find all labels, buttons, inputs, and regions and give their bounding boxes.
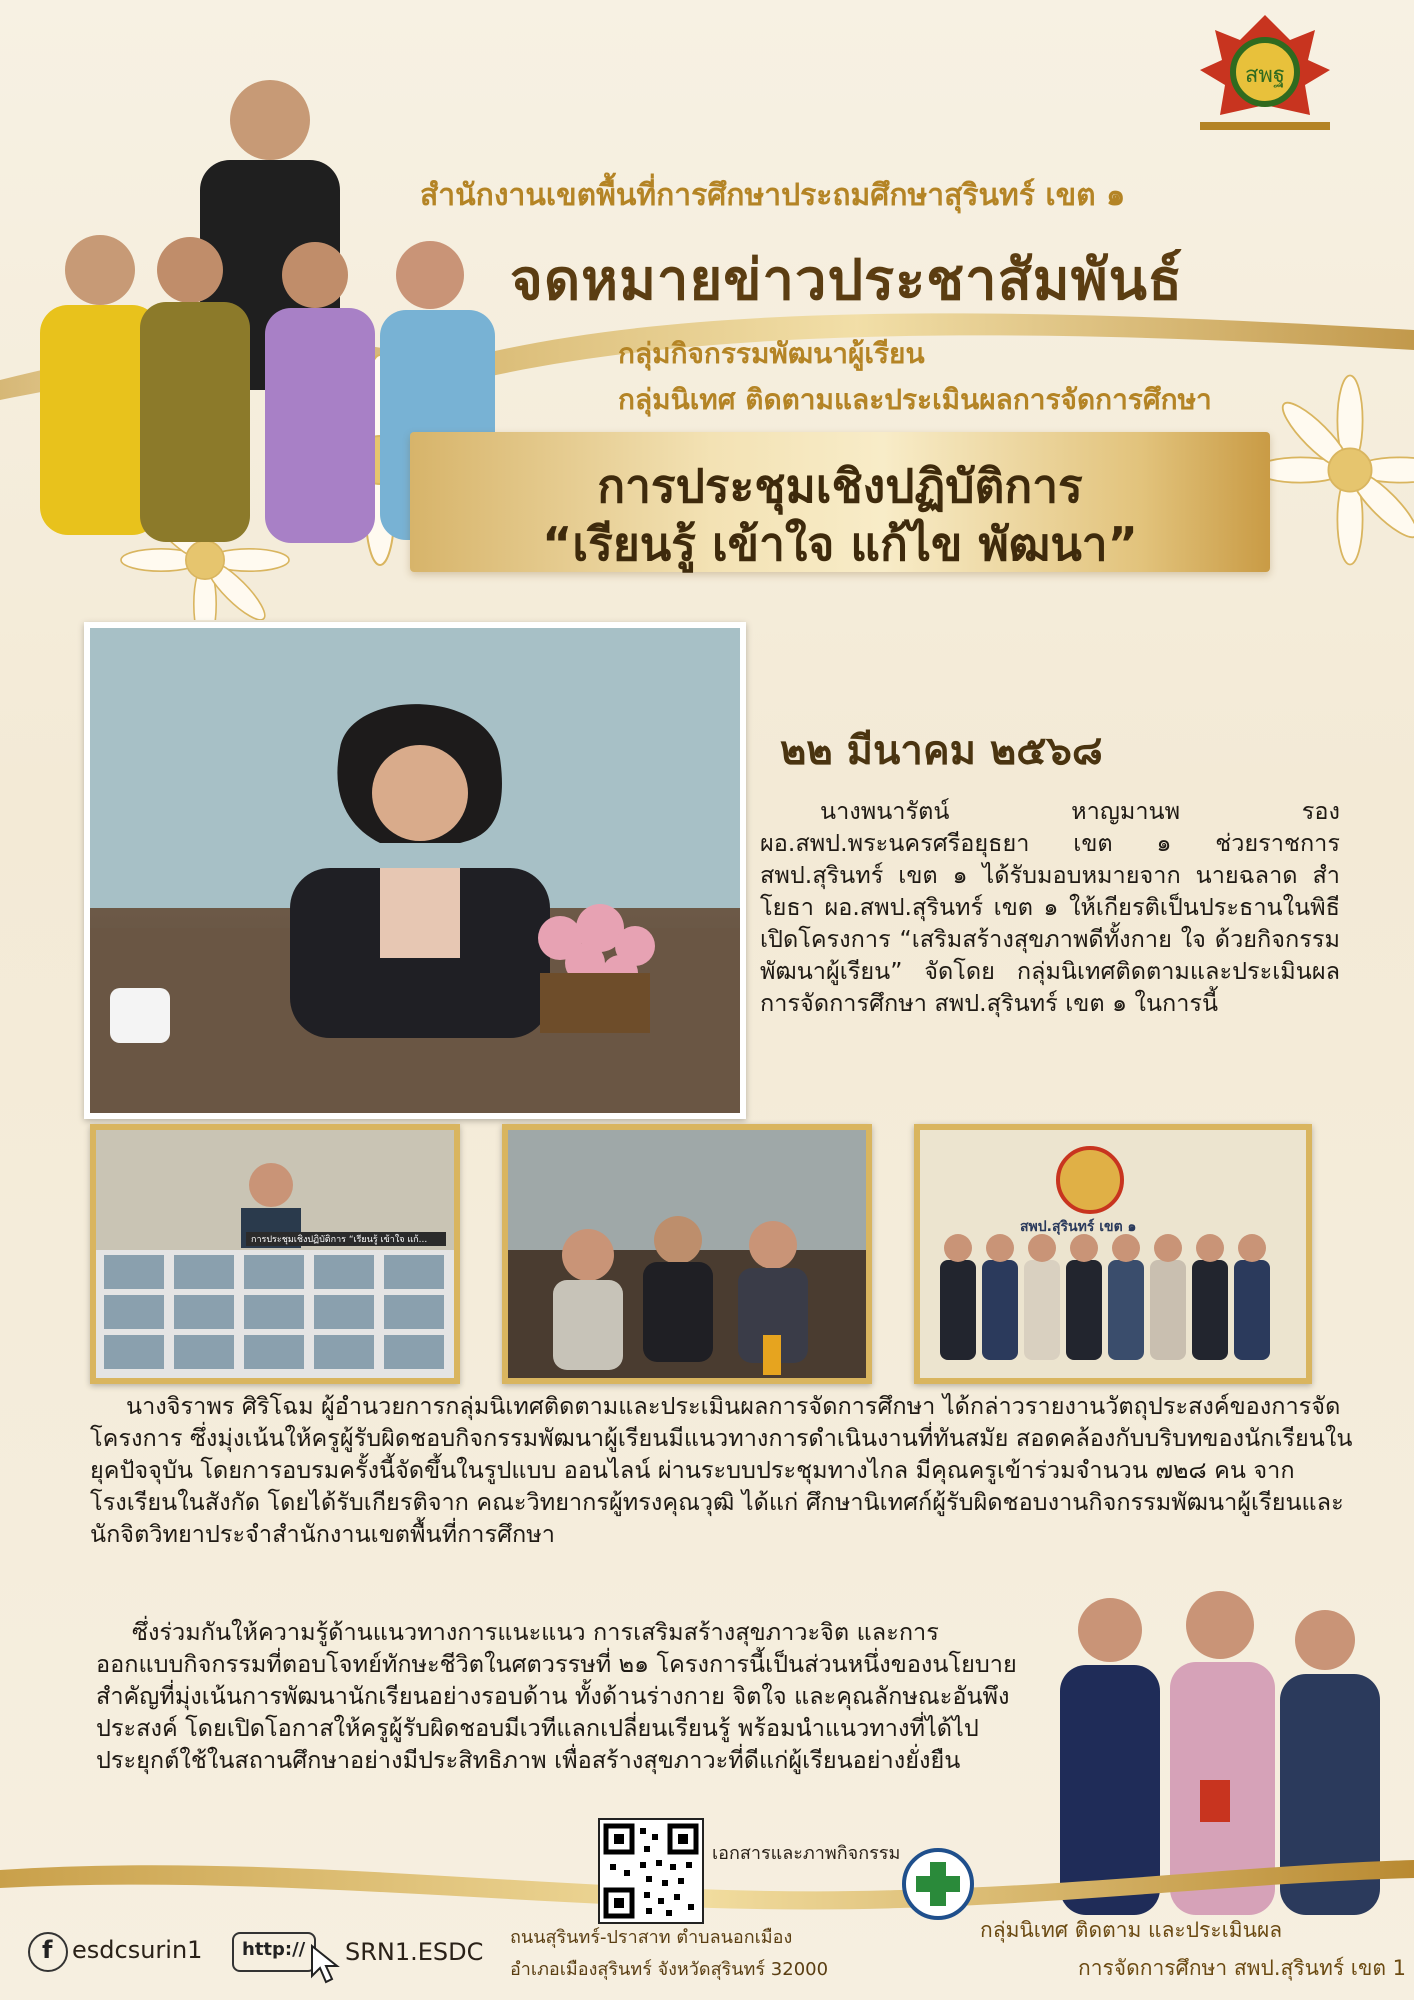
committee-photo (502, 1124, 872, 1384)
department-line-2: กลุ่มนิเทศ ติดตามและประเมินผลการจัดการศึกษา (618, 383, 1212, 416)
emblem-icon (1190, 10, 1340, 140)
facebook-icon[interactable]: f (28, 1932, 68, 1972)
qr-code-icon[interactable] (598, 1818, 704, 1924)
footer-group-line-2: การจัดการศึกษา สพป.สุรินทร์ เขต 1 (1078, 1956, 1406, 1980)
cursor-icon (310, 1944, 340, 1984)
organization-name: สำนักงานเขตพื้นที่การศึกษาประถมศึกษาสุรินทร์ เขต ๑ (420, 178, 1126, 213)
department-line-1: กลุ่มกิจกรรมพัฒนาผู้เรียน (618, 337, 925, 370)
article-paragraph-1: นางพนารัตน์ หาญมานพ รอง ผอ.สพป.พระนครศรีอยุธยา เขต ๑ ช่วยราชการ สพป.สุรินทร์ เขต ๑ ได้รับมอบหมายจาก นายฉลาด สำโยธา ผอ.สพป.สุรินทร์ เขต ๑ ให้เกียรติเป็นประธานในพิธีเปิดโครงการ “เสริมสร้างสุขภาพดีทั้งกาย ใจ ด้วยกิจกรรมพัฒนาผู้เรียน” จัดโดย กลุ่มนิเทศติดตามและประเมินผลการจัดการศึกษา สพป.สุรินทร์ เขต ๑ ในการนี้ (760, 797, 1340, 1017)
footer-group-line-1: กลุ่มนิเทศ ติดตาม และประเมินผล (980, 1918, 1283, 1942)
banner-subtitle: “เรียนรู้ เข้าใจ แก้ไข พัฒนา” (542, 517, 1138, 571)
online-meeting-caption: การประชุมเชิงปฏิบัติการ “เรียนรู้ เข้าใจ แก้... (251, 1235, 428, 1245)
banner-title: การประชุมเชิงปฏิบัติการ (597, 459, 1083, 513)
article-paragraph-2: นางจิราพร ศิริโฉม ผู้อำนวยการกลุ่มนิเทศติดตามและประเมินผลการจัดการศึกษา ได้กล่าวรายงานวัตถุประสงค์ของการจัดโครงการ ซึ่งมุ่งเน้นให้ครูผู้รับผิดชอบกิจกรรมพัฒนาผู้เรียนมีแนวทางการดำเนินงานที่ทันสมัย สอดคล้องกับบริบทของนักเรียนในยุคปัจจุบัน โดยการอบรมครั้งนี้จัดขึ้นในรูปแบบ ออนไลน์ ผ่านระบบประชุมทางไกล มีคุณครูเข้าร่วมจำนวน ๗๒๘ คน จากโรงเรียนในสังกัด โดยได้รับเกียรติจาก คณะวิทยากรผู้ทรงคุณวุฒิ ได้แก่ ศึกษานิเทศก์ผู้รับผิดชอบงานกิจกรรมพัฒนาผู้เรียนและนักจิตวิทยาประจำสำนักงานเขตพื้นที่การศึกษา (90, 1392, 1353, 1548)
supervision-logo-icon (900, 1846, 976, 1922)
svg-text:สพฐ: สพฐ (1244, 63, 1286, 88)
url-prefix: http:// (242, 1939, 306, 1960)
article-date: ๒๒ มีนาคม ๒๕๖๘ (780, 728, 1103, 774)
address-line-1: ถนนสุรินทร์-ปราสาท ตำบลนอกเมือง (510, 1927, 793, 1948)
address-line-2: อำเภอเมืองสุรินทร์ จังหวัดสุรินทร์ 32000 (510, 1959, 829, 1980)
group-photo (914, 1124, 1312, 1384)
website-url[interactable]: SRN1.ESDC (345, 1938, 484, 1966)
main-event-photo (84, 622, 746, 1119)
article-paragraph-3: ซึ่งร่วมกันให้ความรู้ด้านแนวทางการแนะแนว การเสริมสร้างสุขภาวะจิต และการออกแบบกิจกรรมที่ตอบโจทย์ทักษะชีวิตในศตวรรษที่ ๒๑ โครงการนี้เป็นส่วนหนึ่งของนโยบายสำคัญที่มุ่งเน้นการพัฒนานักเรียนอย่างรอบด้าน ทั้งด้านร่างกาย จิตใจ และคุณลักษณะอันพึงประสงค์ โดยเปิดโอกาสให้ครูผู้รับผิดชอบมีเวทีแลกเปลี่ยนเรียนรู้ พร้อมนำแนวทางที่ได้ไปประยุกต์ใช้ในสถานศึกษาอย่างมีประสิทธิภาพ เพื่อสร้างสุขภาวะที่ดีแก่ผู้เรียนอย่างยั่งยืน (96, 1618, 1017, 1774)
qr-label: เอกสารและภาพกิจกรรม (712, 1843, 901, 1864)
event-banner (410, 432, 1270, 572)
url-box[interactable] (232, 1932, 316, 1972)
newsletter-title: จดหมายข่าวประชาสัมพันธ์ (510, 248, 1184, 313)
room-sign-text: สพป.สุรินทร์ เขต ๑ (1020, 1219, 1137, 1235)
facebook-handle[interactable]: esdcsurin1 (72, 1936, 203, 1964)
online-meeting-photo (90, 1124, 460, 1384)
